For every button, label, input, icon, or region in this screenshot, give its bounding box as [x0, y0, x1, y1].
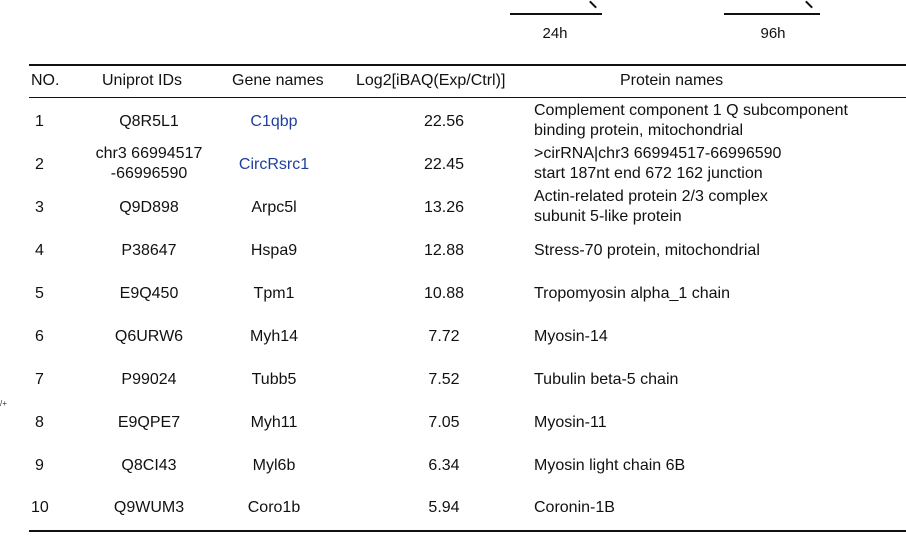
- cell-log2: 13.26: [423, 199, 465, 216]
- cell-no: 7: [35, 371, 44, 388]
- side-mark: /+: [0, 399, 7, 408]
- cell-no: 4: [35, 242, 44, 259]
- table-row: [29, 402, 906, 445]
- col-header-uniprot: Uniprot IDs: [102, 72, 183, 89]
- table-row: [29, 316, 906, 359]
- cell-gene: Arpc5l: [251, 199, 297, 216]
- cell-log2: 22.45: [423, 156, 465, 173]
- table-top-rule: [29, 64, 906, 66]
- cell-gene: Coro1b: [247, 499, 301, 516]
- cell-protein: Myosin light chain 6B: [534, 457, 686, 474]
- col-header-no: NO.: [31, 72, 60, 89]
- table-row: [29, 359, 906, 402]
- cell-log2: 7.05: [428, 414, 460, 431]
- cell-protein-line: Complement component 1 Q subcomponent: [534, 102, 848, 119]
- cell-gene-link[interactable]: CircRsrc1: [238, 156, 310, 173]
- cell-uniprot: E9QPE7: [117, 414, 181, 431]
- cell-log2: 5.94: [428, 499, 460, 516]
- header-label-96h: 96h: [760, 25, 786, 42]
- cell-gene: Myh11: [250, 414, 298, 431]
- cell-protein: Tubulin beta-5 chain: [534, 371, 679, 388]
- cell-protein: Myosin-14: [534, 328, 608, 345]
- col-header-log2: Log2[iBAQ(Exp/Ctrl)]: [356, 72, 506, 89]
- cell-gene: Tubb5: [251, 371, 297, 388]
- header-bar-24h: [510, 13, 602, 15]
- table-row: [29, 144, 906, 187]
- cell-log2: 7.52: [428, 371, 460, 388]
- cell-no: 6: [35, 328, 44, 345]
- cell-gene: Hspa9: [250, 242, 298, 259]
- cell-log2: 22.56: [423, 113, 465, 130]
- cell-uniprot: Q8R5L1: [119, 113, 179, 130]
- cell-protein-line: >cirRNA|chr3 66994517-66996590: [534, 145, 782, 162]
- cell-no: 9: [35, 457, 44, 474]
- cell-protein: Stress-70 protein, mitochondrial: [534, 242, 760, 259]
- cell-gene: Myl6b: [252, 457, 296, 474]
- cell-protein: Tropomyosin alpha_1 chain: [534, 285, 730, 302]
- header-label-24h: 24h: [542, 25, 568, 42]
- cell-uniprot: Q9D898: [119, 199, 179, 216]
- cell-uniprot: Q9WUM3: [113, 499, 185, 516]
- table-row: [29, 273, 906, 316]
- cell-no: 2: [35, 156, 44, 173]
- cell-protein: [534, 101, 848, 141]
- table-row: [29, 230, 906, 273]
- cell-protein-line: binding protein, mitochondrial: [534, 122, 744, 139]
- cell-gene-link[interactable]: C1qbp: [250, 113, 298, 130]
- table-row: [29, 487, 906, 530]
- cell-no: 5: [35, 285, 44, 302]
- table-header-rule: [29, 97, 906, 98]
- cell-log2: 6.34: [428, 457, 460, 474]
- cell-log2: 10.88: [423, 285, 465, 302]
- cell-uniprot: [89, 144, 209, 184]
- cell-gene: Tpm1: [253, 285, 295, 302]
- cell-uniprot: Q8CI43: [121, 457, 177, 474]
- table-row: [29, 187, 906, 230]
- cell-no: 3: [35, 199, 44, 216]
- cell-protein: [534, 144, 781, 184]
- cell-uniprot: Q6URW6: [114, 328, 184, 345]
- cell-uniprot: P99024: [121, 371, 177, 388]
- cell-no: 8: [35, 414, 44, 431]
- cell-protein: Coronin-1B: [534, 499, 615, 516]
- cell-no: 1: [35, 113, 44, 130]
- cell-no: 10: [31, 499, 49, 516]
- cell-protein-line: subunit 5-like protein: [534, 208, 682, 225]
- cell-uniprot: P38647: [121, 242, 177, 259]
- cell-protein-line: Actin-related protein 2/3 complex: [534, 188, 768, 205]
- cell-uniprot-line: chr3 66994517: [95, 145, 203, 162]
- table-row: [29, 101, 906, 144]
- header-tick-96h: [805, 1, 813, 9]
- cell-uniprot-line: -66996590: [110, 165, 188, 182]
- cell-log2: 12.88: [423, 242, 465, 259]
- cell-gene: Myh14: [249, 328, 299, 345]
- table-bottom-rule: [29, 530, 906, 532]
- cell-log2: 7.72: [428, 328, 460, 345]
- col-header-protein: Protein names: [620, 72, 724, 89]
- header-tick-24h: [589, 1, 597, 9]
- header-bar-96h: [724, 13, 820, 15]
- cell-uniprot: E9Q450: [119, 285, 179, 302]
- table-row: [29, 445, 906, 488]
- cell-protein-line: start 187nt end 672 162 junction: [534, 165, 763, 182]
- cell-protein: Myosin-11: [534, 414, 607, 431]
- col-header-gene: Gene names: [232, 72, 324, 89]
- cell-protein: [534, 187, 768, 227]
